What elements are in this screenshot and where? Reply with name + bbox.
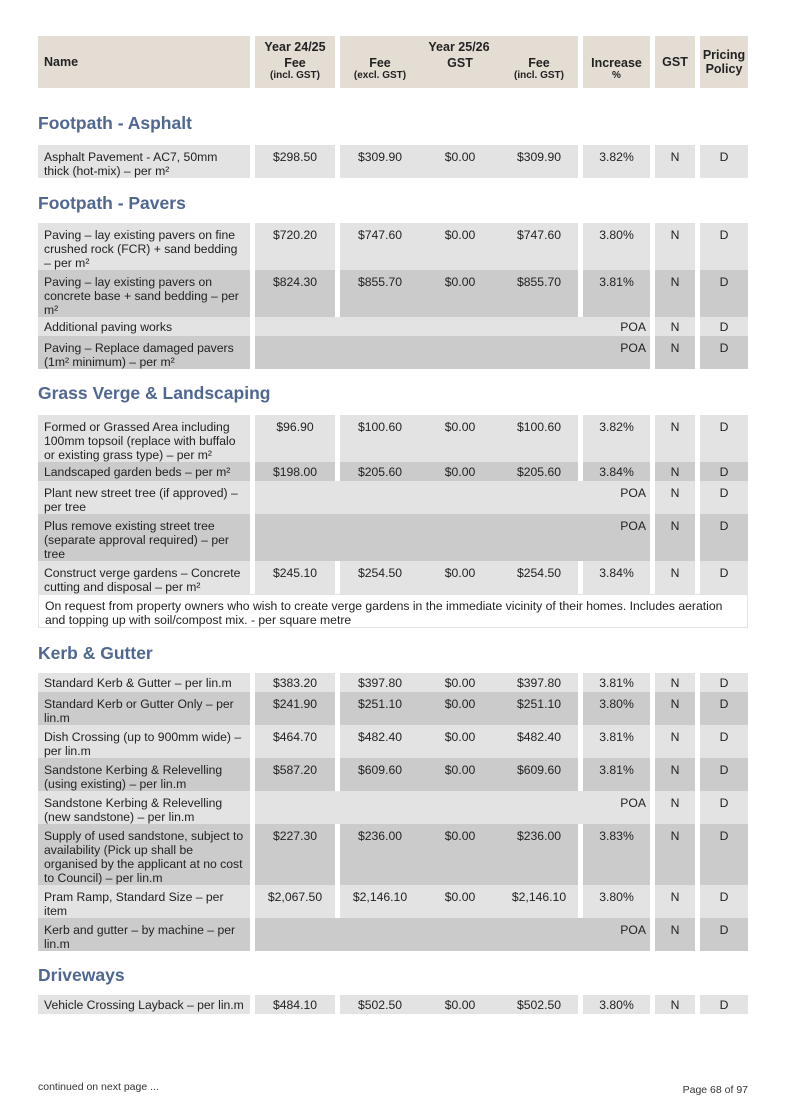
row-gst: $0.00 (444, 566, 476, 580)
row-fee-incl: $205.60 (516, 465, 562, 479)
row-name: Plant new street tree (if approved) – per tree (38, 481, 250, 514)
row-gst: $0.00 (444, 150, 476, 164)
row-fee-2425: $198.00 (255, 462, 335, 481)
row-fee-2425: $720.20 (255, 223, 335, 270)
fee-schedule-page (38, 36, 748, 1014)
row-fee-2425: $587.20 (255, 758, 335, 791)
continued-note: continued on next page ... (38, 1081, 159, 1093)
row-name: Paving – lay existing pavers on concrete base + sand bedding – per m² (38, 270, 250, 317)
row-name: Construct verge gardens – Concrete cutting and disposal – per m² (38, 561, 250, 594)
row-gst-flag: N (655, 918, 695, 951)
row-gst-flag: N (655, 995, 695, 1014)
row-name: Standard Kerb & Gutter – per lin.m (38, 673, 250, 692)
row-pricing-policy: D (700, 561, 748, 594)
table-row (38, 223, 748, 270)
row-fee-2425: $824.30 (255, 270, 335, 317)
header-fee-label-3: Fee (528, 56, 550, 70)
row-fee-excl: $100.60 (340, 415, 420, 462)
header-percent: % (612, 70, 621, 81)
table-header (38, 36, 748, 88)
row-gst-flag: N (655, 481, 695, 514)
header-increase-label: Increase (591, 56, 642, 70)
row-fee-2425: $298.50 (255, 145, 335, 178)
table-row (38, 725, 748, 758)
header-pricing-policy (700, 36, 748, 88)
table-row (38, 317, 748, 336)
row-pricing-policy: D (700, 725, 748, 758)
row-fee-incl: $502.50 (516, 998, 562, 1012)
row-poa: POA (255, 336, 650, 369)
row-gst: $0.00 (444, 730, 476, 744)
row-gst: $0.00 (444, 420, 476, 434)
row-name: Paving – lay existing pavers on fine crushed rock (FCR) + sand bedding – per m² (38, 223, 250, 270)
table-row (38, 918, 748, 951)
row-pricing-policy: D (700, 336, 748, 369)
header-fee-excl (340, 56, 420, 81)
row-fee-2425: $464.70 (255, 725, 335, 758)
row-pricing-policy: D (700, 514, 748, 561)
row-name: Kerb and gutter – by machine – per lin.m (38, 918, 250, 951)
row-fee-excl: $309.90 (340, 145, 420, 178)
row-gst-flag: N (655, 317, 695, 336)
row-pricing-policy: D (700, 270, 748, 317)
row-poa: POA (255, 918, 650, 951)
row-name: Asphalt Pavement - AC7, 50mm thick (hot-mix) – per m² (38, 145, 250, 178)
row-pricing-policy: D (700, 415, 748, 462)
row-fee-excl: $397.80 (340, 673, 420, 692)
row-name: Dish Crossing (up to 900mm wide) – per lin.m (38, 725, 250, 758)
verge-gardens-note: On request from property owners who wish to create verge gardens in the immediate vicinity of their homes. Includes aeration and topping up with soil/compost mix. - per square metre (38, 594, 748, 628)
row-increase: 3.81% (583, 270, 650, 317)
row-gst-flag: N (655, 725, 695, 758)
row-increase: 3.81% (583, 725, 650, 758)
row-increase: 3.81% (583, 758, 650, 791)
table-row (38, 462, 748, 481)
row-fee-2425: $241.90 (255, 692, 335, 725)
row-name: Formed or Grassed Area including 100mm topsoil (replace with buffalo or existing grass type) – per m² (38, 415, 250, 462)
row-fee-incl: $747.60 (516, 228, 562, 242)
row-gst-flag: N (655, 824, 695, 885)
row-increase: 3.82% (583, 415, 650, 462)
row-fee-incl: $254.50 (516, 566, 562, 580)
row-gst-flag: N (655, 336, 695, 369)
row-pricing-policy: D (700, 758, 748, 791)
table-row (38, 673, 748, 692)
row-fee-2425: $383.20 (255, 673, 335, 692)
row-gst: $0.00 (444, 829, 476, 843)
row-gst-flag: N (655, 514, 695, 561)
header-policy: Policy (705, 62, 743, 76)
table-row (38, 692, 748, 725)
header-year2425-label: Year 24/25 (264, 40, 326, 54)
row-fee-incl: $609.60 (516, 763, 562, 777)
row-poa: POA (255, 791, 650, 824)
table-row (38, 145, 748, 178)
row-pricing-policy: D (700, 317, 748, 336)
section-title-driveways: Driveways (38, 965, 125, 985)
row-fee-incl: $2,146.10 (511, 890, 567, 904)
row-name: Sandstone Kerbing & Relevelling (new sandstone) – per lin.m (38, 791, 250, 824)
row-fee-incl: $251.10 (516, 697, 562, 711)
header-name: Name (38, 36, 250, 88)
header-fee-label: Fee (284, 56, 306, 70)
section-title-asphalt: Footpath - Asphalt (38, 113, 192, 133)
row-pricing-policy: D (700, 692, 748, 725)
row-pricing-policy: D (700, 995, 748, 1014)
row-fee-incl: $309.90 (516, 150, 562, 164)
row-pricing-policy: D (700, 885, 748, 918)
table-row (38, 824, 748, 885)
row-fee-excl: $236.00 (340, 824, 420, 885)
section-title-grass: Grass Verge & Landscaping (38, 383, 271, 403)
row-fee-excl: $747.60 (340, 223, 420, 270)
row-fee-excl: $855.70 (340, 270, 420, 317)
row-fee-2425: $484.10 (255, 995, 335, 1014)
row-name: Plus remove existing street tree (separate approval required) – per tree (38, 514, 250, 561)
row-increase: 3.84% (583, 561, 650, 594)
row-pricing-policy: D (700, 791, 748, 824)
row-name: Paving – Replace damaged pavers (1m² minimum) – per m² (38, 336, 250, 369)
row-name: Vehicle Crossing Layback – per lin.m (38, 995, 250, 1014)
row-increase: 3.82% (583, 145, 650, 178)
table-row (38, 885, 748, 918)
row-fee-incl: $100.60 (516, 420, 562, 434)
row-increase: 3.80% (583, 995, 650, 1014)
row-gst: $0.00 (444, 763, 476, 777)
row-pricing-policy: D (700, 918, 748, 951)
row-gst: $0.00 (444, 890, 476, 904)
row-gst-flag: N (655, 462, 695, 481)
row-pricing-policy: D (700, 673, 748, 692)
header-incl-gst-2: (incl. GST) (514, 70, 564, 81)
row-increase: 3.80% (583, 885, 650, 918)
table-row (38, 481, 748, 514)
header-gst-col: GST (655, 36, 695, 88)
header-fee-label-2: Fee (369, 56, 391, 70)
row-pricing-policy: D (700, 481, 748, 514)
row-fee-excl: $502.50 (340, 995, 420, 1014)
row-gst-flag: N (655, 270, 695, 317)
row-fee-excl: $482.40 (340, 725, 420, 758)
row-fee-excl: $609.60 (340, 758, 420, 791)
row-fee-incl: $855.70 (516, 275, 562, 289)
row-fee-incl: $397.80 (516, 676, 562, 690)
row-fee-2425: $2,067.50 (255, 885, 335, 918)
row-gst: $0.00 (444, 275, 476, 289)
row-increase: 3.81% (583, 673, 650, 692)
table-row (38, 270, 748, 317)
row-gst: $0.00 (444, 465, 476, 479)
header-excl-gst: (excl. GST) (353, 70, 407, 81)
row-fee-2425: $245.10 (255, 561, 335, 594)
row-fee-excl: $205.60 (340, 462, 420, 481)
header-fee-incl (500, 56, 578, 81)
row-gst-flag: N (655, 415, 695, 462)
section-title-pavers: Footpath - Pavers (38, 193, 186, 213)
page-number: Page 68 of 97 (682, 1084, 748, 1096)
row-increase: 3.80% (583, 692, 650, 725)
row-name: Additional paving works (38, 317, 250, 336)
table-row (38, 514, 748, 561)
row-fee-2425: $96.90 (255, 415, 335, 462)
row-pricing-policy: D (700, 462, 748, 481)
row-gst-flag: N (655, 692, 695, 725)
row-name: Standard Kerb or Gutter Only – per lin.m (38, 692, 250, 725)
table-row (38, 791, 748, 824)
row-name: Landscaped garden beds – per m² (38, 462, 250, 481)
row-poa: POA (255, 481, 650, 514)
row-fee-excl: $2,146.10 (340, 885, 420, 918)
table-row (38, 561, 748, 594)
row-increase: 3.83% (583, 824, 650, 885)
row-poa: POA (255, 514, 650, 561)
table-row (38, 758, 748, 791)
row-increase: 3.84% (583, 462, 650, 481)
section-title-kerb: Kerb & Gutter (38, 643, 153, 663)
table-row (38, 995, 748, 1014)
row-gst-flag: N (655, 673, 695, 692)
row-gst-flag: N (655, 223, 695, 270)
row-name: Sandstone Kerbing & Relevelling (using existing) – per lin.m (38, 758, 250, 791)
row-pricing-policy: D (700, 145, 748, 178)
row-increase: 3.80% (583, 223, 650, 270)
row-gst: $0.00 (444, 998, 476, 1012)
row-fee-incl: $482.40 (516, 730, 562, 744)
row-gst-flag: N (655, 145, 695, 178)
header-year2526-label: Year 25/26 (428, 40, 490, 54)
row-gst-flag: N (655, 561, 695, 594)
row-gst: $0.00 (444, 697, 476, 711)
table-row (38, 415, 748, 462)
row-gst-flag: N (655, 791, 695, 824)
row-fee-incl: $236.00 (516, 829, 562, 843)
row-gst-flag: N (655, 885, 695, 918)
row-fee-excl: $251.10 (340, 692, 420, 725)
header-increase (583, 36, 650, 88)
row-pricing-policy: D (700, 824, 748, 885)
table-row (38, 336, 748, 369)
header-incl-gst: (incl. GST) (270, 70, 320, 81)
row-gst: $0.00 (444, 676, 476, 690)
header-pricing: Pricing (702, 48, 746, 62)
row-gst-flag: N (655, 758, 695, 791)
row-pricing-policy: D (700, 223, 748, 270)
row-name: Pram Ramp, Standard Size – per item (38, 885, 250, 918)
row-name: Supply of used sandstone, subject to availability (Pick up shall be organised by the applicant at no cost to Council) – per lin.m (38, 824, 250, 885)
row-poa: POA (255, 317, 650, 336)
row-fee-2425: $227.30 (255, 824, 335, 885)
row-gst: $0.00 (444, 228, 476, 242)
header-gst: GST (447, 56, 473, 70)
header-year2425 (255, 36, 335, 88)
row-fee-excl: $254.50 (340, 561, 420, 594)
